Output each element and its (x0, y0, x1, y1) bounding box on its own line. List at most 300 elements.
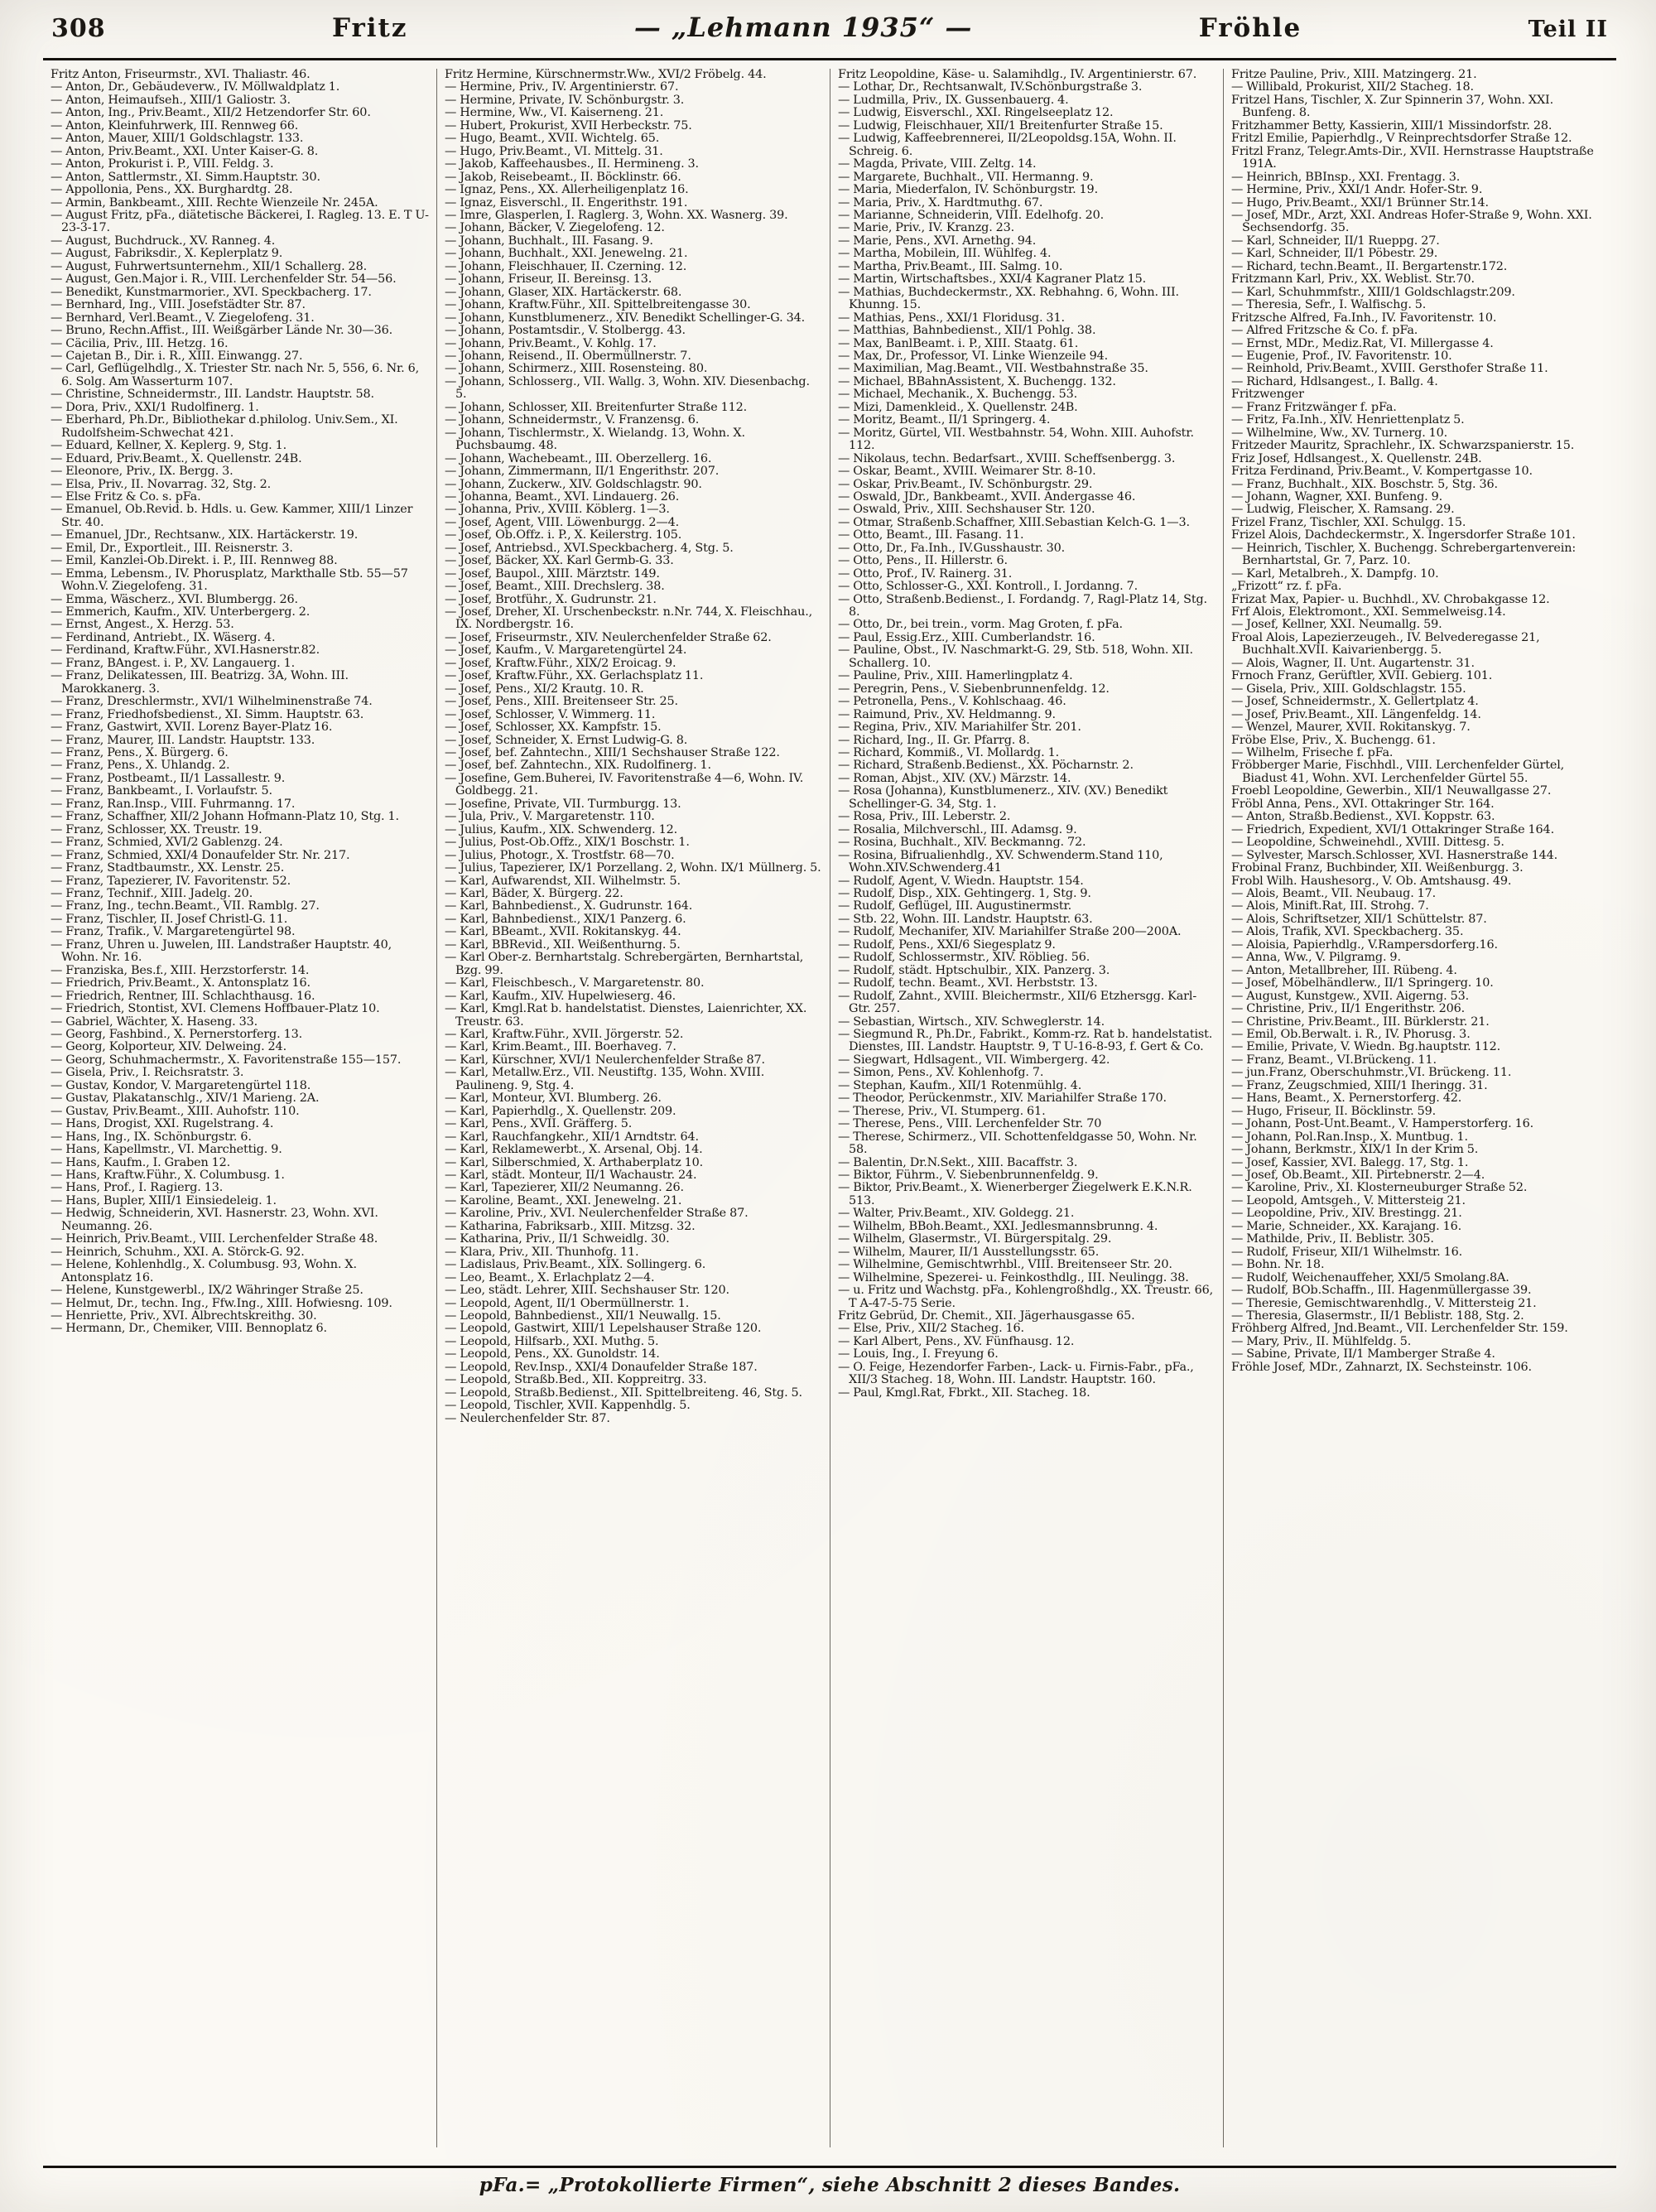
directory-entry: Fritzel Hans, Tischler, X. Zur Spinnerin 37, Wohn. XXI. Bunfeng. 8. (1231, 93, 1557, 120)
directory-entry: — Eleonore, Priv., IX. Bergg. 3. (51, 465, 233, 479)
directory-entry: — Rudolf, Friseur, XII/1 Wilhelmstr. 16. (1231, 1245, 1463, 1259)
directory-entry: — Karl, BBRevid., XII. Weißenthurng. 5. (445, 937, 681, 952)
directory-entry: — Georg, Schuhmachermstr., X. Favoritenstraße 155—157. (51, 1053, 402, 1067)
directory-entry: — Rudolf, Geflügel, III. Augustinermstr. (838, 899, 1072, 913)
directory-entry: — Leopold, Hilfsarb., XXI. Muthg. 5. (445, 1334, 659, 1348)
directory-entry: — Anton, Heimaufseh., XIII/1 Galiostr. 3. (51, 93, 291, 107)
directory-entry: — Hermine, Priv., IV. Argentinierstr. 67. (445, 80, 679, 94)
directory-entry: — Karl, Papierhdlg., X. Quellenstr. 209. (445, 1104, 676, 1118)
directory-entry: — Karl, Schuhmmfstr., XIII/1 Goldschlagstr.209. (1231, 285, 1515, 299)
directory-entry: — Karl, Monteur, XVI. Blumberg. 26. (445, 1092, 662, 1106)
directory-entry: — Rudolf, techn. Beamt., XVI. Herbststr. 13. (838, 976, 1098, 990)
footer-note: pFa.= „Protokollierte Firmen“, siehe Abschnitt 2 dieses Bandes. (43, 2166, 1616, 2196)
directory-entry: — Richard, Kommiß., VI. Mollardg. 1. (838, 746, 1059, 760)
page-header (43, 12, 1616, 60)
directory-entry: — Johann, Schlosserg., VII. Wallg. 3, Wohn. XIV. Diesenbachg. 5. (445, 374, 813, 402)
directory-entry: — Josef, Kellner, XXI. Neumallg. 59. (1231, 618, 1442, 632)
directory-entry: — Louis, Ing., I. Freyung 6. (838, 1347, 999, 1361)
directory-entry: — Friedrich, Rentner, III. Schlachthausg. 16. (51, 989, 315, 1003)
directory-entry: — Franz, Schlosser, XX. Treustr. 19. (51, 822, 262, 836)
directory-entry: — Johann, Wachebeamt., III. Oberzellerg. 16. (445, 451, 712, 465)
directory-entry: — Karoline, Priv., XVI. Neulerchenfelder Straße 87. (445, 1207, 749, 1221)
directory-entry: — Lothar, Dr., Rechtsanwalt, IV.Schönburgstraße 3. (838, 80, 1143, 94)
directory-entry: Fritzwenger (1231, 388, 1304, 402)
directory-entry: — Maria, Miederfalon, IV. Schönburgstr. 19. (838, 183, 1098, 197)
directory-entry: — Franz, Stadtbaumstr., XX. Lenstr. 25. (51, 861, 285, 875)
directory-entry: — Alfred Fritzsche & Co. f. pFa. (1231, 324, 1418, 338)
directory-entry: — Moritz, Gürtel, VII. Westbahnstr. 54, Wohn. XIII. Auhofstr. 112. (838, 426, 1197, 453)
directory-entry: — Gustav, Kondor, V. Margaretengürtel 118. (51, 1078, 311, 1092)
directory-entry: — Biktor, Priv.Beamt., X. Wienerberger Ziegelwerk E.K.N.R. 513. (838, 1181, 1196, 1207)
directory-entry: — Karl, Krim.Beamt., III. Boerhaveg. 7. (445, 1040, 676, 1054)
directory-entry: — August, Buchdruck., XV. Ranneg. 4. (51, 234, 276, 248)
directory-entry: Frnoch Franz, Gerüftler, XVII. Gebierg. 101. (1231, 669, 1493, 683)
directory-entry: — Richard, Hdlsangest., I. Ballg. 4. (1231, 374, 1438, 388)
directory-entry: — Wenzel, Maurer, XVII. Rokitanskyg. 7. (1231, 720, 1471, 735)
directory-entry: — Friedrich, Priv.Beamt., X. Antonsplatz 16. (51, 976, 310, 990)
directory-entry: — Leopold, Rev.Insp., XXI/4 Donaufelder Straße 187. (445, 1360, 758, 1374)
directory-entry: — Franz, Tapezierer, IV. Favoritenstr. 52. (51, 874, 291, 888)
header-right-keyword: Fröhle (1198, 13, 1302, 43)
directory-entry: — Sebastian, Wirtsch., XIV. Schweglerstr. 14. (838, 1014, 1105, 1029)
header-part-label: Teil II (1528, 17, 1608, 42)
directory-entry: Friz Josef, Hdlsangest., X. Quellenstr. 24B. (1231, 451, 1482, 465)
directory-entry: — Johann, Fleischhauer, II. Czerning. 12. (445, 259, 687, 273)
directory-entry: — Johann, Bäcker, V. Ziegelofeng. 12. (445, 221, 665, 235)
directory-column-1 (43, 69, 436, 2147)
directory-entry: — Johann, Postamtsdir., V. Stolbergg. 43. (445, 324, 686, 338)
directory-entry: — Franz, Trafik., V. Margaretengürtel 98. (51, 925, 296, 939)
directory-columns (43, 69, 1616, 2147)
directory-entry: — Otto, Straßenb.Bedienst., I. Fordandg. 7, Ragl-Platz 14, Stg. 8. (838, 592, 1211, 619)
directory-entry: — Richard, Straßenb.Bedienst., XX. Pöcharnstr. 2. (838, 759, 1134, 773)
directory-entry: — Josef, Pens., XI/2 Krautg. 10. R. (445, 682, 644, 696)
directory-entry: — Josef, Schneider, X. Ernst Ludwig-G. 8. (445, 733, 688, 747)
directory-entry: — Therese, Priv., VI. Stumperg. 61. (838, 1104, 1046, 1118)
directory-entry: — Maria, Priv., X. Hardtmuthg. 67. (838, 195, 1043, 210)
directory-entry: — Christine, Schneidermstr., III. Landstr. Hauptstr. 58. (51, 388, 374, 402)
directory-entry: — Hans, Kaufm., I. Graben 12. (51, 1155, 231, 1169)
directory-entry: — Sabine, Private, II/1 Mamberger Straße 4. (1231, 1347, 1495, 1361)
directory-entry: — Johann, Buchhalt., XXI. Jenewelng. 21. (445, 247, 688, 261)
directory-entry: Frobl Wilh. Haushesorg., V. Ob. Amtshausg. 49. (1231, 874, 1512, 888)
directory-entry: — Leopoldine, Schweinehdl., XVIII. Dittesg. 5. (1231, 836, 1504, 850)
directory-entry: — Anton, Sattlermstr., XI. Simm.Hauptstr. 30. (51, 170, 320, 184)
directory-entry: — Wilhelmine, Ww., XV. Turnerg. 10. (1231, 426, 1448, 440)
directory-entry: — Johann, Priv.Beamt., V. Kohlg. 17. (445, 336, 657, 350)
directory-entry: — Johann, Buchhalt., III. Fasang. 9. (445, 234, 653, 248)
directory-entry: — Mizi, Damenkleid., X. Quellenstr. 24B. (838, 400, 1078, 414)
directory-entry: — Willibald, Prokurist, XII/2 Stacheg. 18. (1231, 80, 1474, 94)
directory-entry: — Karl, Kraftw.Führ., XVII. Jörgerstr. 52. (445, 1027, 684, 1041)
directory-entry: — Magda, Private, VIII. Zeltg. 14. (838, 157, 1037, 171)
directory-entry: — Rudolf, Schlossermstr., XIV. Röblieg. 56. (838, 951, 1090, 965)
directory-entry: — Karl, städt. Monteur, II/1 Wachaustr. 24. (445, 1168, 697, 1182)
directory-entry: — Therese, Pens., VIII. Lerchenfelder Str. 70 (838, 1117, 1102, 1131)
directory-entry: — Johann, Kraftw.Führ., XII. Spittelbreitengasse 30. (445, 298, 751, 312)
directory-entry: Fritza Ferdinand, Priv.Beamt., V. Kompertgasse 10. (1231, 465, 1533, 479)
directory-entry: — Ernst, Angest., X. Herzg. 53. (51, 618, 234, 632)
directory-entry: — Jakob, Reisebeamt., II. Böcklinstr. 66. (445, 170, 681, 184)
directory-entry: — Sylvester, Marsch.Schlosser, XVI. Hasnerstraße 144. (1231, 848, 1558, 862)
directory-entry: — Leo, städt. Lehrer, XIII. Sechshauser Str. 120. (445, 1284, 729, 1298)
directory-entry: Fritzmann Karl, Priv., XX. Weblist. Str.70. (1231, 272, 1475, 287)
directory-entry: — Franz, Technif., XIII. Jadelg. 20. (51, 887, 253, 900)
directory-entry: — Siegmund R., Ph.Dr., Fabrikt., Komm-rz. Rat b. handelstatist. Dienstes, III. Landstr. Hauptstr. 9, T U-16-8-93, f. Gert & Co. (838, 1027, 1216, 1054)
directory-entry: — Georg, Fashbind., X. Pernerstorferg. 13. (51, 1027, 303, 1041)
directory-entry: — Karl, Reklamewerbt., X. Arsenal, Obj. 14. (445, 1143, 703, 1157)
directory-entry: — Ludwig, Eisverschl., XXI. Ringelseeplatz 12. (838, 106, 1114, 120)
directory-entry: — Julius, Post-Ob.Offz., XIX/1 Boschstr. 1. (445, 836, 690, 850)
directory-entry: — Karoline, Beamt., XXI. Jenewelng. 21. (445, 1193, 682, 1207)
directory-entry: — Gabriel, Wächter, X. Haseng. 33. (51, 1014, 258, 1029)
directory-entry: — Josef, MDr., Arzt, XXI. Andreas Hofer-Straße 9, Wohn. XXI. Sechsendorfg. 35. (1231, 208, 1596, 235)
directory-entry: — Rudolf, Agent, V. Wiedn. Hauptstr. 154. (838, 874, 1084, 888)
directory-entry: — Emanuel, JDr., Rechtsanw., XIX. Hartäckerstr. 19. (51, 528, 359, 542)
directory-entry: — Karl, Silberschmied, X. Arthaberplatz 10. (445, 1155, 704, 1169)
directory-entry: — Max, Dr., Professor, VI. Linke Wienzeile 94. (838, 349, 1109, 363)
directory-entry: — Rudolf, BOb.Schaffn., III. Hagenmüllergasse 39. (1231, 1284, 1532, 1298)
directory-entry: — Appollonia, Pens., XX. Burghardtg. 28. (51, 183, 293, 197)
directory-entry: — Marianne, Schneiderin, VIII. Edelhofg. 20. (838, 208, 1105, 222)
directory-entry: — Oswald, JDr., Bankbeamt., XVII. Andergasse 46. (838, 489, 1136, 504)
directory-entry: — Rudolf, Pens., XXI/6 Siegesplatz 9. (838, 937, 1056, 952)
directory-entry: — Rosina, Buchhalt., XIV. Beckmanng. 72. (838, 836, 1086, 850)
directory-entry: — Franz, Buchhalt., XIX. Boschstr. 5, Stg. 36. (1231, 477, 1498, 491)
directory-entry: Fritzhammer Betty, Kassierin, XIII/1 Missindorfstr. 28. (1231, 118, 1552, 133)
directory-entry: — Matthias, Bahnbedienst., XII/1 Pohlg. 38. (838, 324, 1096, 338)
directory-entry: Fritzl Emilie, Papierhdlg., V Reinprechtsdorfer Straße 12. (1231, 132, 1572, 146)
directory-entry: — Johann, Pol.Ran.Insp., X. Muntbug. 1. (1231, 1130, 1468, 1144)
directory-entry: — Alois, Schriftsetzer, XII/1 Schüttelstr. 87. (1231, 912, 1487, 926)
directory-entry: — Hubert, Prokurist, XVII Herbeckstr. 75. (445, 118, 692, 133)
directory-entry: — Anton, Prokurist i. P., VIII. Feldg. 3. (51, 157, 274, 171)
directory-entry: — Rudolf, Zahnt., XVIII. Bleichermstr., XII/6 Etzhersgg. Karl-Gtr. 257. (838, 989, 1197, 1016)
directory-entry: Fröhle Josef, MDr., Zahnarzt, IX. Sechsteinstr. 106. (1231, 1360, 1532, 1374)
directory-entry: — Heinrich, Priv.Beamt., VIII. Lerchenfelder Straße 48. (51, 1232, 378, 1246)
directory-entry: — Mathias, Buchdeckermstr., XX. Rebhahng. 6, Wohn. III. Khunng. 15. (838, 285, 1182, 312)
directory-entry: — Oskar, Beamt., XVIII. Weimarer Str. 8-10. (838, 465, 1096, 479)
directory-entry: — Theresia, Sefr., I. Walfischg. 5. (1231, 298, 1427, 312)
directory-entry: — Theresia, Glasermstr., II/1 Beblistr. 188, Stg. 2. (1231, 1308, 1524, 1323)
directory-entry: — Helmut, Dr., techn. Ing., Ffw.Ing., XIII. Hofwiesng. 109. (51, 1296, 392, 1310)
directory-entry: — Reinhold, Priv.Beamt., XVIII. Gersthofer Straße 11. (1231, 362, 1548, 376)
directory-entry: — Jula, Priv., V. Margaretenstr. 110. (445, 810, 655, 824)
directory-entry: — Nikolaus, techn. Bedarfsart., XVIII. Scheffsenbergg. 3. (838, 451, 1176, 465)
directory-entry: — Emilie, Private, V. Wiedn. Bg.hauptstr. 112. (1231, 1040, 1501, 1054)
directory-entry: — Bruno, Rechn.Affist., III. Weißgärber Lände Nr. 30—36. (51, 324, 393, 338)
directory-entry: — Leopold, Straßb.Bedienst., XII. Spittelbreiteng. 46, Stg. 5. (445, 1386, 802, 1400)
directory-entry: — Emil, Ob.Berwalt. i. R., IV. Phorusg. 3. (1231, 1027, 1471, 1041)
directory-entry: — Siegwart, Hdlsagent., VII. Wimbergerg. 42. (838, 1053, 1110, 1067)
directory-entry: „Frizott“ rz. f. pFa. (1231, 580, 1342, 594)
directory-entry: — Richard, Ing., II. Gr. Pfarrg. 8. (838, 733, 1030, 747)
directory-entry: — Pauline, Obst., IV. Naschmarkt-G. 29, Stb. 518, Wohn. XII. Schallerg. 10. (838, 643, 1196, 670)
directory-entry: — Emma, Lebensm., IV. Phorusplatz, Markthalle Stb. 55—57 Wohn.V. Ziegelofeng. 31. (51, 566, 412, 594)
directory-entry: — Ludmilla, Priv., IX. Gussenbauerg. 4. (838, 93, 1069, 107)
directory-entry: — Otto, Schlosser-G., XXI. Kontroll., I. Jordanng. 7. (838, 580, 1138, 594)
directory-entry: — Rosalia, Milchverschl., III. Adamsg. 9. (838, 822, 1077, 836)
directory-entry: — Karl, Schneider, II/1 Rueppg. 27. (1231, 234, 1440, 248)
directory-entry: — Rosa (Johanna), Kunstblumenerz., XIV. (XV.) Benedikt Schellinger-G. 34, Stg. 1. (838, 784, 1172, 811)
directory-entry: Fritz Gebrüd, Dr. Chemit., XII. Jägerhausgasse 65. (838, 1308, 1135, 1323)
directory-entry: Fritz Leopoldine, Käse- u. Salamihdlg., IV. Argentinierstr. 67. (838, 68, 1197, 81)
directory-entry: — Else, Priv., XII/2 Stacheg. 16. (838, 1322, 1024, 1336)
directory-entry: — Anna, Ww., V. Pilgramg. 9. (1231, 951, 1401, 965)
directory-entry: — Hugo, Priv.Beamt., VI. Mittelg. 31. (445, 144, 663, 158)
directory-entry: — Theodor, Perückenmstr., XIV. Mariahilfer Straße 170. (838, 1092, 1167, 1106)
directory-entry: — Anton, Mauer, XIII/1 Goldschlagstr. 133. (51, 132, 304, 146)
directory-entry: — Oswald, Priv., XIII. Sechshauser Str. 120. (838, 503, 1095, 517)
directory-entry: — Hans, Bupler, XIII/1 Einsiedeleig. 1. (51, 1193, 277, 1207)
directory-entry: — Imre, Glasperlen, I. Raglerg. 3, Wohn. XX. Wasnerg. 39. (445, 208, 788, 222)
directory-entry: — Christine, Priv.Beamt., III. Bürklerstr. 21. (1231, 1014, 1490, 1029)
directory-entry: — Mathias, Pens., XXI/1 Floridusg. 31. (838, 311, 1065, 325)
directory-entry: — Hermine, Ww., VI. Kaiserneng. 21. (445, 106, 664, 120)
directory-entry: — Hans, Drogist, XXI. Rugelstrang. 4. (51, 1117, 274, 1131)
directory-entry: — Eduard, Kellner, X. Keplerg. 9, Stg. 1. (51, 439, 287, 453)
directory-entry: — Wilhelmine, Spezerei- u. Feinkosthdlg., III. Neulingg. 38. (838, 1270, 1189, 1284)
page-number: 308 (51, 14, 106, 43)
directory-entry: — Aloisia, Papierhdlg., V.Rampersdorferg.16. (1231, 937, 1498, 952)
directory-column-3 (830, 69, 1223, 2147)
directory-entry: — Josef, Möbelhändlerw., II/1 Springerg. 10. (1231, 976, 1494, 990)
directory-entry: — Josef, Beamt., XIII. Drechslerg. 38. (445, 580, 665, 594)
directory-entry: — Josef, Priv.Beamt., XII. Längenfeldg. 14. (1231, 707, 1481, 721)
directory-entry: — Paul, Essig.Erz., XIII. Cumberlandstr. 16. (838, 630, 1095, 644)
directory-entry: — Marie, Pens., XVI. Arnethg. 94. (838, 234, 1037, 248)
directory-entry: — Oskar, Priv.Beamt., IV. Schönburgstr. 29. (838, 477, 1093, 491)
directory-entry: — Theresie, Gemischtwarenhdlg., V. Mittersteig 21. (1231, 1296, 1537, 1310)
directory-entry: — Anton, Priv.Beamt., XXI. Unter Kaiser-G. 8. (51, 144, 319, 158)
directory-entry: — Fritz, Fa.Inh., XIV. Henriettenplatz 5. (1231, 413, 1465, 427)
directory-entry: — Christine, Priv., II/1 Engerithstr. 206. (1231, 1002, 1466, 1016)
directory-entry: — Johanna, Beamt., XVI. Lindauerg. 26. (445, 489, 680, 504)
directory-entry: — Karl, Bahnbedienst., X. Gudrunstr. 164. (445, 899, 693, 913)
directory-entry: — Dora, Priv., XXI/1 Rudolfinerg. 1. (51, 400, 259, 414)
directory-entry: — Johanna, Priv., XVIII. Köblerg. 1—3. (445, 503, 670, 517)
directory-entry: — Klara, Priv., XII. Thunhofg. 11. (445, 1245, 639, 1259)
directory-entry: — Franz, Bankbeamt., I. Vorlaufstr. 5. (51, 784, 272, 798)
directory-entry: — Therese, Schirmerz., VII. Schottenfeldgasse 50, Wohn. Nr. 58. (838, 1130, 1201, 1157)
directory-entry: — Katharina, Priv., II/1 Schweidlg. 30. (445, 1232, 670, 1246)
directory-entry: — Hugo, Beamt., XVII. Wichtelg. 65. (445, 132, 660, 146)
directory-entry: — Raimund, Priv., XV. Heldmanng. 9. (838, 707, 1056, 721)
directory-entry: — Leopold, Tischler, XVII. Kappenhdlg. 5. (445, 1399, 691, 1413)
directory-entry: — Julius, Kaufm., XIX. Schwenderg. 12. (445, 822, 678, 836)
directory-entry: — Franz, Schmied, XXI/4 Donaufelder Str. Nr. 217. (51, 848, 350, 862)
directory-entry: — Josef, Pens., XIII. Breitenseer Str. 25. (445, 695, 678, 709)
directory-entry: — Josef, bef. Zahntechn., XIX. Rudolfinerg. 1. (445, 759, 711, 773)
directory-entry: — Heinrich, Schuhm., XXI. A. Störck-G. 92. (51, 1245, 305, 1259)
directory-entry: — Josefine, Private, VII. Turmburgg. 13. (445, 797, 681, 811)
directory-entry: — Josef, Schlosser, V. Wimmerg. 11. (445, 707, 656, 721)
directory-entry: — Johann, Schneidermstr., V. Franzensg. 6. (445, 413, 700, 427)
directory-entry: — Karl, Metalbreh., X. Dampfg. 10. (1231, 566, 1439, 581)
directory-entry: — Maximilian, Mag.Beamt., VII. Westbahnstraße 35. (838, 362, 1148, 376)
directory-entry: — Alois, Minift.Rat, III. Strohg. 7. (1231, 899, 1429, 913)
directory-entry: — Emma, Wäscherz., XVI. Blumbergg. 26. (51, 592, 298, 606)
directory-entry: — Josef, Antriebsd., XVI.Speckbacherg. 4, Stg. 5. (445, 541, 734, 555)
directory-entry: — Emanuel, Ob.Revid. b. Hdls. u. Gew. Kammer, XIII/1 Linzer Str. 40. (51, 503, 416, 529)
directory-entry: — Martha, Mobilein, III. Wühlfeg. 4. (838, 247, 1052, 261)
directory-entry: — Hans, Kraftw.Führ., X. Columbusg. 1. (51, 1168, 285, 1182)
directory-entry: — Wilhelmine, Gemischtwrhbl., VIII. Breitenseer Str. 20. (838, 1258, 1172, 1272)
directory-entry: — Josef, bef. Zahntechn., XIII/1 Sechshauser Straße 122. (445, 746, 780, 760)
directory-entry: — Franz, Schmied, XVI/2 Gablenzg. 24. (51, 836, 283, 850)
directory-entry: — Ludwig, Kaffeebrennerei, II/2Leopoldsg.15A, Wohn. II. Schreig. 6. (838, 132, 1180, 158)
directory-entry: — Franz, BAngest. i. P., XV. Langauerg. 1. (51, 656, 296, 670)
directory-column-4 (1223, 69, 1616, 2147)
directory-entry: — Johann, Kunstblumenerz., XIV. Benedikt Schellinger-G. 34. (445, 311, 806, 325)
directory-entry: — Otto, Dr., bei trein., vorm. Mag Groten, f. pFa. (838, 618, 1123, 632)
directory-entry: — Stb. 22, Wohn. III. Landstr. Hauptstr. 63. (838, 912, 1093, 926)
directory-entry: — Ferdinand, Kraftw.Führ., XVI.Hasnerstr.82. (51, 643, 320, 658)
directory-entry: — Leopold, Agent, II/1 Obermüllnerstr. 1. (445, 1296, 690, 1310)
directory-entry: — Katharina, Fabriksarb., XIII. Mitzsg. 32. (445, 1219, 696, 1233)
directory-entry: — Franz, Pens., X. Uhlandg. 2. (51, 759, 230, 773)
directory-entry: — Alois, Trafik, XVI. Speckbacherg. 35. (1231, 925, 1464, 939)
directory-entry: — Karoline, Priv., XI. Klosterneuburger Straße 52. (1231, 1181, 1528, 1195)
directory-entry: — Franz, Dreschlermstr., XVI/1 Wilhelminenstraße 74. (51, 695, 373, 709)
directory-entry: Frizel Franz, Tischler, XXI. Schulgg. 15. (1231, 515, 1466, 529)
directory-entry: — Stephan, Kaufm., XII/1 Rotenmühlg. 4. (838, 1078, 1082, 1092)
directory-entry: — Heinrich, Tischler, X. Buchengg. Schrebergartenverein: Bernhartstal, Gr. 7, Parz. 10. (1231, 541, 1580, 568)
directory-entry: — Johann, Zuckerw., XIV. Goldschlagstr. 90. (445, 477, 702, 491)
directory-entry: — Karl, Kmgl.Rat b. handelstatist. Dienstes, Laienrichter, XX. Treustr. 63. (445, 1002, 811, 1029)
directory-entry: Fröbl Anna, Pens., XVI. Ottakringer Str. 164. (1231, 797, 1495, 811)
directory-entry: — Michael, BBahnAssistent, X. Buchengg. 132. (838, 374, 1116, 388)
directory-entry: — Anton, Kleinfuhrwerk, III. Rennweg 66. (51, 118, 299, 133)
directory-entry: — Franz, Tischler, II. Josef Christl-G. 11. (51, 912, 288, 926)
directory-entry: — Anton, Metallbreher, III. Rübeng. 4. (1231, 963, 1457, 977)
directory-entry: — Josef, Kraftw.Führ., XX. Gerlachsplatz 11. (445, 669, 704, 683)
directory-entry: — Leopold, Pens., XX. Gunoldstr. 14. (445, 1347, 660, 1361)
directory-entry: — Josef, Ob.Offz. i. P., X. Keilerstrg. 105. (445, 528, 682, 542)
directory-entry: — Franz, Zeugschmied, XIII/1 Iheringg. 31. (1231, 1078, 1488, 1092)
directory-entry: — August, Gen.Major i. R., VIII. Lerchenfelder Str. 54—56. (51, 272, 397, 287)
directory-entry: — Biktor, Führm., V. Siebenbrunnenfeldg. 9. (838, 1168, 1099, 1182)
directory-entry: — Gisela, Priv., XIII. Goldschlagstr. 155. (1231, 682, 1466, 696)
directory-entry: — Hans, Prof., I. Ragierg. 13. (51, 1181, 224, 1195)
directory-entry: — Margarete, Buchhalt., VII. Hermanng. 9. (838, 170, 1094, 184)
directory-entry: — Karl, Bahnbedienst., XIX/1 Panzerg. 6. (445, 912, 686, 926)
directory-entry: — Karl, Aufwarendst, XII. Wilhelmstr. 5. (445, 874, 681, 888)
directory-entry: — Franz, Beamt., VI.Brückeng. 11. (1231, 1053, 1437, 1067)
directory-entry: — Johann, Tischlermstr., X. Wielandg. 13, Wohn. X. Puchsbaumg. 48. (445, 426, 749, 453)
directory-entry: — Walter, Priv.Beamt., XIV. Goldegg. 21. (838, 1207, 1075, 1221)
directory-entry: — Rosa, Priv., III. Leberstr. 2. (838, 810, 1011, 824)
directory-entry: — August, Kunstgew., XVII. Aigerng. 53. (1231, 989, 1470, 1003)
directory-entry: — August, Fabriksdir., X. Keplerplatz 9. (51, 247, 283, 261)
directory-entry: — Karl, BBeamt., XVII. Rokitanskyg. 44. (445, 925, 681, 939)
directory-entry: — Franz, Maurer, III. Landstr. Hauptstr. 133. (51, 733, 315, 747)
directory-entry: — Johann, Berkmstr., XIX/1 In der Krim 5. (1231, 1143, 1479, 1157)
directory-entry: — Bohn. Nr. 18. (1231, 1258, 1325, 1272)
directory-entry: — Karl, Bäder, X. Bürgerg. 22. (445, 887, 623, 900)
directory-entry: — Otto, Beamt., III. Fasang. 11. (838, 528, 1024, 542)
directory-entry: — Josef, Kassier, XVI. Balegg. 17, Stg. 1. (1231, 1155, 1469, 1169)
directory-entry: — Karl Albert, Pens., XV. Fünfhausg. 12. (838, 1334, 1075, 1348)
directory-entry: — Franz, Ran.Insp., VIII. Fuhrmanng. 17. (51, 797, 296, 811)
directory-entry: — Otmar, Straßenb.Schaffner, XIII.Sebastian Kelch-G. 1—3. (838, 515, 1190, 529)
directory-entry: — jun.Franz, Oberschuhmstr.,VI. Brückeng. 11. (1231, 1066, 1512, 1080)
directory-entry: — Johann, Post-Unt.Beamt., V. Hamperstorferg. 16. (1231, 1117, 1534, 1131)
directory-entry: Frizel Alois, Dachdeckermstr., X. Ingersdorfer Straße 101. (1231, 528, 1576, 542)
directory-entry: — Regina, Priv., XIV. Mariahilfer Str. 201. (838, 720, 1081, 735)
directory-entry: Frobinal Franz, Buchbinder, XII. Weißenburgg. 3. (1231, 861, 1524, 875)
directory-entry: — Cäcilia, Priv., III. Hetzg. 16. (51, 336, 229, 350)
directory-entry: — Cajetan B., Dir. i. R., XIII. Einwangg. 27. (51, 349, 303, 363)
directory-entry: Fritzsche Alfred, Fa.Inh., IV. Favoritenstr. 10. (1231, 311, 1497, 325)
directory-entry: Frf Alois, Elektromont., XXI. Semmelweisg.14. (1231, 605, 1506, 619)
directory-entry: — Josef, Dreher, XI. Urschenbeckstr. n.Nr. 744, X. Fleischhau., IX. Nordbergstr. 16. (445, 605, 816, 632)
directory-entry: — Karl, Pens., XVII. Gräfferg. 5. (445, 1117, 633, 1131)
directory-entry: — Michael, Mechanik., X. Buchengg. 53. (838, 388, 1078, 402)
directory-entry: — Hans, Beamt., X. Pernerstorferg. 42. (1231, 1092, 1462, 1106)
directory-entry: — Eduard, Priv.Beamt., X. Quellenstr. 24B. (51, 451, 302, 465)
directory-entry: — Alois, Wagner, II. Unt. Augartenstr. 31. (1231, 656, 1475, 670)
directory-entry: — Gisela, Priv., I. Reichsratstr. 3. (51, 1066, 244, 1080)
directory-entry: — Rudolf, städt. Hptschulbir., XIX. Panzerg. 3. (838, 963, 1110, 977)
directory-entry: — Hugo, Priv.Beamt., XXI/1 Brünner Str.14. (1231, 195, 1489, 210)
directory-entry: — Josef, Kraftw.Führ., XIX/2 Eroicag. 9. (445, 656, 676, 670)
directory-entry: — Bernhard, Ing., VIII. Josefstädter Str. 87. (51, 298, 306, 312)
directory-entry: — Friedrich, Stontist, XVI. Clemens Hoffbauer-Platz 10. (51, 1002, 380, 1016)
directory-entry: — Rudolf, Weichenauffeher, XXI/5 Smolang.8A. (1231, 1270, 1509, 1284)
directory-entry: — Josef, Baupol., XIII. Märztstr. 149. (445, 566, 660, 581)
directory-entry: — u. Fritz und Wachstg. pFa., Kohlengroßhdlg., XX. Treustr. 66, T A-47-5-75 Serie. (838, 1284, 1217, 1310)
directory-entry: — Paul, Kmgl.Rat, Fbrkt., XII. Stacheg. 18. (838, 1386, 1090, 1400)
directory-entry: — Neulerchenfelder Str. 87. (445, 1411, 610, 1425)
directory-entry: — Josef, Bäcker, XX. Karl Germb-G. 33. (445, 554, 674, 568)
directory-entry: — Else Fritz & Co. s. pFa. (51, 489, 201, 504)
directory-entry: — Hugo, Friseur, II. Böcklinstr. 59. (1231, 1104, 1436, 1118)
directory-entry: — Rosina, Bifrualienhdlg., XV. Schwenderm.Stand 110, Wohn.XIV.Schwenderg.41 (838, 848, 1167, 875)
directory-entry: — Leopold, Amtsgeh., V. Mittersteig 21. (1231, 1193, 1466, 1207)
directory-entry: — Wilhelm, BBoh.Beamt., XXI. Jedlesmannsbrunng. 4. (838, 1219, 1158, 1233)
directory-entry: — Josef, Brotführ., X. Gudrunstr. 21. (445, 592, 657, 606)
directory-entry: — Franz, Uhren u. Juwelen, III. Landstraßer Hauptstr. 40, Wohn. Nr. 16. (51, 937, 396, 965)
directory-entry: — Peregrin, Pens., V. Siebenbrunnenfeldg. 12. (838, 682, 1110, 696)
directory-entry: — Eberhard, Ph.Dr., Bibliothekar d.philolog. Univ.Sem., XI. Rudolfsheim-Schwechat 421. (51, 413, 402, 440)
directory-entry: — Moritz, Beamt., II/1 Springerg. 4. (838, 413, 1051, 427)
directory-entry: — O. Feige, Hezendorfer Farben-, Lack- u. Firnis-Fabr., pFa., XII/3 Stacheg. 18, Wohn. III. Landstr. Hauptstr. 160. (838, 1360, 1197, 1387)
directory-entry: — Otto, Dr., Fa.Inh., IV.Gusshaustr. 30. (838, 541, 1066, 555)
directory-entry: — Mary, Priv., II. Mühlfeldg. 5. (1231, 1334, 1412, 1348)
directory-entry: — Leopold, Straßb.Bed., XII. Koppreitrg. 33. (445, 1373, 707, 1387)
directory-entry: — Simon, Pens., XV. Kohlenhofg. 7. (838, 1066, 1044, 1080)
directory-entry: — Johann, Glaser, XIX. Hartäckerstr. 68. (445, 285, 682, 299)
directory-entry: — Karl Ober-z. Bernhartstalg. Schrebergärten, Bernhartstal, Bzg. 99. (445, 951, 807, 977)
directory-entry: — Karl, Kürschner, XVI/1 Neulerchenfelder Straße 87. (445, 1053, 765, 1067)
directory-entry: — Ludwig, Fleischhauer, XII/1 Breitenfurter Straße 15. (838, 118, 1163, 133)
directory-entry: — Wilhelm, Friseche f. pFa. (1231, 746, 1394, 760)
directory-entry: — Friedrich, Expedient, XVI/1 Ottakringer Straße 164. (1231, 822, 1554, 836)
directory-entry: — Roman, Abjst., XIV. (XV.) Märzstr. 14. (838, 771, 1071, 785)
directory-entry: — Otto, Prof., IV. Rainerg. 31. (838, 566, 1013, 581)
directory-entry: — Johann, Wagner, XXI. Bunfeng. 9. (1231, 489, 1443, 504)
directory-entry: — Josef, Agent, VIII. Löwenburgg. 2—4. (445, 515, 680, 529)
directory-entry: — Helene, Kunstgewerbl., IX/2 Währinger Straße 25. (51, 1284, 363, 1298)
directory-entry: — Carl, Geflügelhdlg., X. Triester Str. nach Nr. 5, 556, 6. Nr. 6, 6. Solg. Am Wasserturm 107. (51, 362, 423, 388)
directory-entry: Fröbe Else, Priv., X. Buchengg. 61. (1231, 733, 1436, 747)
directory-entry: — Leopoldine, Priv., XIV. Brestingg. 21. (1231, 1207, 1462, 1221)
directory-entry: — Franz, Ing., techn.Beamt., VII. Ramblg. 27. (51, 899, 320, 913)
directory-entry: — Ignaz, Eisverschl., II. Engerithstr. 191. (445, 195, 688, 210)
directory-entry: — Josef, Kaufm., V. Margaretengürtel 24. (445, 643, 687, 658)
directory-entry: Fritz Hermine, Kürschnermstr.Ww., XVI/2 Fröbelg. 44. (445, 68, 767, 81)
